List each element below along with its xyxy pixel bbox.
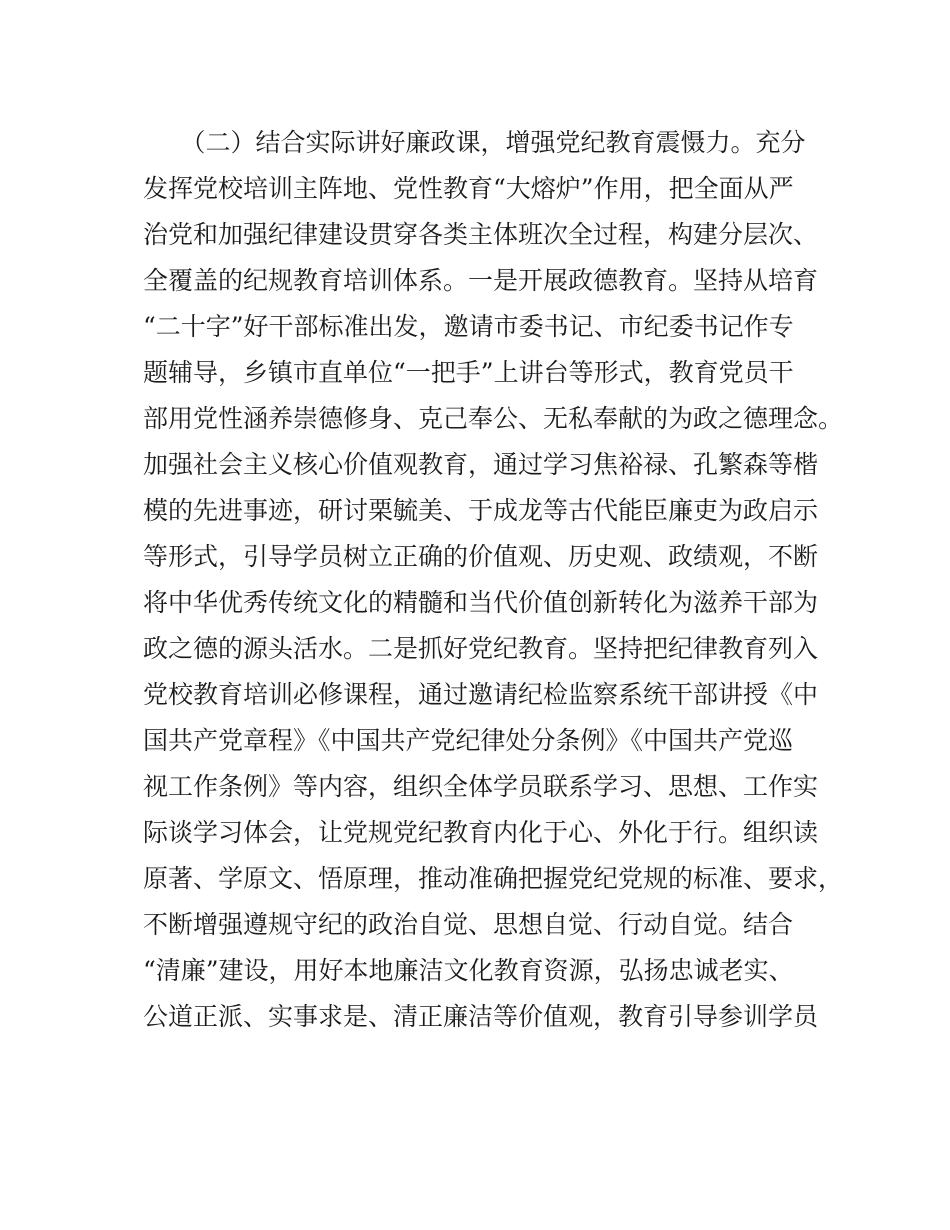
text-line: 模的先进事迹，研讨栗毓美、于成龙等古代能臣廉吏为政启示 — [143, 496, 819, 525]
text-line: 公道正派、实事求是、清正廉洁等价值观，教育引导参训学员 — [143, 1002, 819, 1031]
text-line: （二）结合实际讲好廉政课，增强党纪教育震慑力。充分 — [143, 128, 806, 157]
text-line: 加强社会主义核心价值观教育，通过学习焦裕禄、孔繁森等楷 — [143, 450, 819, 479]
text-line: 国共产党章程》《中国共产党纪律处分条例》《中国共产党巡 — [143, 726, 794, 755]
text-line: 不断增强遵规守纪的政治自觉、思想自觉、行动自觉。结合 — [143, 910, 794, 939]
text-line: 等形式，引导学员树立正确的价值观、历史观、政绩观，不断 — [143, 542, 819, 571]
body-paragraph — [143, 120, 843, 1040]
text-line: 题辅导，乡镇市直单位“一把手”上讲台等形式，教育党员干 — [143, 358, 794, 387]
text-line: 将中华优秀传统文化的精髓和当代价值创新转化为滋养干部为 — [143, 588, 819, 617]
text-line: 视工作条例》等内容，组织全体学员联系学习、思想、工作实 — [143, 772, 819, 801]
text-line: “清廉”建设，用好本地廉洁文化教育资源，弘扬忠诚老实、 — [143, 956, 794, 985]
text-line: 部用党性涵养崇德修身、克己奉公、无私奉献的为政之德理念。 — [143, 404, 844, 433]
text-line: 政之德的源头活水。二是抓好党纪教育。坚持把纪律教育列入 — [143, 634, 819, 663]
text-line: 际谈学习体会，让党规党纪教育内化于心、外化于行。组织读 — [143, 818, 819, 847]
text-line: 党校教育培训必修课程，通过邀请纪检监察系统干部讲授《中 — [143, 680, 819, 709]
text-line: 全覆盖的纪规教育培训体系。一是开展政德教育。坚持从培育 — [143, 266, 819, 295]
text-line: 发挥党校培训主阵地、党性教育“大熔炉”作用，把全面从严 — [143, 174, 794, 203]
text-line: 原著、学原文、悟原理，推动准确把握党纪党规的标准、要求， — [143, 864, 844, 893]
text-line: “二十字”好干部标准出发，邀请市委书记、市纪委书记作专 — [143, 312, 794, 341]
text-line: 治党和加强纪律建设贯穿各类主体班次全过程，构建分层次、 — [143, 220, 819, 249]
